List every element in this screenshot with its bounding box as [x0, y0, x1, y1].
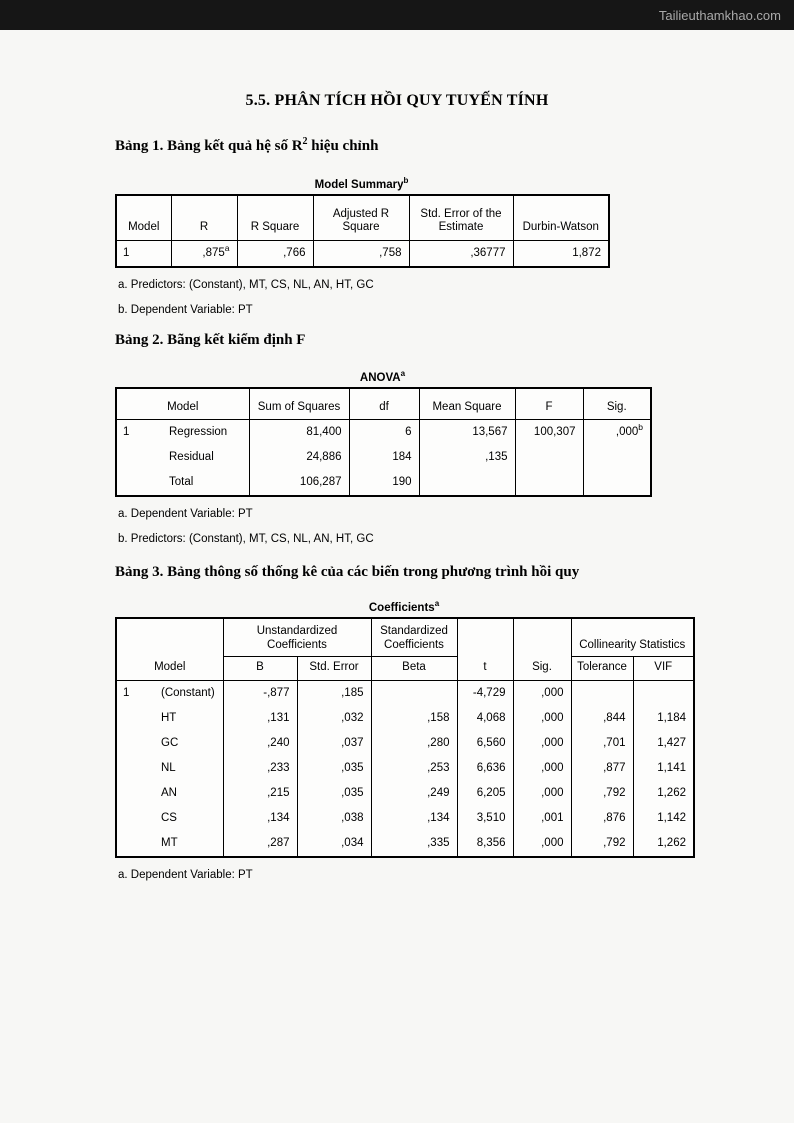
cell-b: ,134: [223, 806, 297, 831]
cell-b: ,131: [223, 706, 297, 731]
cell-sum-of-squares: 24,886: [249, 445, 349, 470]
table-row: [116, 781, 694, 806]
cell-df: 6: [349, 420, 419, 446]
model-summary-title: [115, 176, 608, 191]
cell-tolerance: ,877: [571, 756, 633, 781]
cell-sig: [583, 420, 651, 446]
model-number: 1: [123, 426, 130, 439]
group-header-standardized: Standardized Coefficients: [371, 618, 457, 657]
cell-tolerance: ,701: [571, 731, 633, 756]
cell-sig: ,001: [513, 806, 571, 831]
cell-model: [116, 756, 223, 781]
row-label: GC: [161, 736, 179, 749]
cell-b: ,287: [223, 831, 297, 857]
cell-r-value: ,875: [202, 246, 225, 259]
cell-mean-square: ,135: [419, 445, 515, 470]
cell-sum-of-squares: 106,287: [249, 470, 349, 496]
cell-model: [116, 706, 223, 731]
cell-f: 100,307: [515, 420, 583, 446]
bang1-heading: [115, 136, 754, 155]
row-label: Regression: [169, 426, 228, 439]
cell-b: ,215: [223, 781, 297, 806]
cell-r-square: ,766: [237, 240, 313, 267]
row-label: AN: [161, 786, 177, 799]
row-label: CS: [161, 811, 177, 824]
cell-std-error: ,032: [297, 706, 371, 731]
col-header-sig: Sig.: [513, 618, 571, 680]
table-row: [116, 706, 694, 731]
cell-sig: ,000: [513, 731, 571, 756]
cell-model: [116, 445, 249, 470]
table-row: [116, 731, 694, 756]
coefficients-table: [115, 617, 695, 858]
cell-std-error: ,038: [297, 806, 371, 831]
cell-b: -,877: [223, 680, 297, 706]
cell-sig: ,000: [513, 756, 571, 781]
footnote-a: a. Predictors: (Constant), MT, CS, NL, AN, HT, GC: [118, 278, 374, 291]
cell-adjusted-r-square: ,758: [313, 240, 409, 267]
footnote-b: b. Dependent Variable: PT: [118, 303, 253, 316]
table-row: [116, 756, 694, 781]
cell-std-error: ,185: [297, 680, 371, 706]
anova-title: [115, 369, 650, 384]
row-label: HT: [161, 711, 177, 724]
footnote-a: a. Dependent Variable: PT: [118, 508, 253, 521]
col-header-model: Model: [116, 388, 249, 420]
cell-tolerance: ,792: [571, 831, 633, 857]
cell-t: 4,068: [457, 706, 513, 731]
col-header-vif: VIF: [633, 657, 694, 681]
bang1-heading-text: Bảng 1. Bảng kết quả hệ số R: [115, 138, 303, 154]
cell-beta: ,249: [371, 781, 457, 806]
cell-std-error: ,035: [297, 781, 371, 806]
cell-sig-superscript: b: [638, 422, 643, 433]
cell-sig: [583, 470, 651, 496]
cell-sum-of-squares: 81,400: [249, 420, 349, 446]
col-header-model: Model: [116, 618, 223, 680]
cell-model: [116, 470, 249, 496]
group-header-unstandardized: Unstandardized Coefficients: [223, 618, 371, 657]
col-header-tolerance: Tolerance: [571, 657, 633, 681]
watermark-bar: [0, 0, 794, 30]
col-header-std-error: Std. Error: [297, 657, 371, 681]
col-header-b: B: [223, 657, 297, 681]
anova-title-text: ANOVA: [359, 371, 401, 384]
cell-model: [116, 680, 223, 706]
cell-beta: ,335: [371, 831, 457, 857]
cell-model: [116, 731, 223, 756]
col-header-model: Model: [116, 195, 171, 241]
cell-vif: 1,262: [633, 781, 694, 806]
col-header-f: F: [515, 388, 583, 420]
anova-footnotes: [115, 508, 650, 545]
anova-title-superscript: a: [400, 368, 406, 378]
cell-df: 190: [349, 470, 419, 496]
bang1-heading-superscript: 2: [302, 136, 308, 147]
cell-model: [116, 806, 223, 831]
cell-model: [116, 420, 249, 446]
table-row: [116, 680, 694, 706]
col-header-r: R: [171, 195, 237, 241]
table-row: [116, 806, 694, 831]
header-row: [116, 388, 651, 420]
cell-vif: 1,184: [633, 706, 694, 731]
cell-vif: [633, 680, 694, 706]
row-label: (Constant): [161, 686, 215, 699]
anova-block: [115, 369, 650, 545]
cell-std-error: ,037: [297, 731, 371, 756]
cell-t: 6,205: [457, 781, 513, 806]
cell-sig: ,000: [513, 706, 571, 731]
cell-df: 184: [349, 445, 419, 470]
cell-sig: ,000: [513, 781, 571, 806]
coefficients-title-text: Coefficients: [368, 602, 435, 615]
cell-b: ,240: [223, 731, 297, 756]
row-label: NL: [161, 761, 176, 774]
cell-beta: ,253: [371, 756, 457, 781]
cell-vif: 1,141: [633, 756, 694, 781]
group-header-row: [116, 618, 694, 657]
row-label: MT: [161, 836, 178, 849]
table-row: [116, 445, 651, 470]
model-summary-title-text: Model Summary: [314, 178, 404, 191]
footnote-b: b. Predictors: (Constant), MT, CS, NL, AN, HT, GC: [118, 533, 374, 546]
bang1-heading-suffix: hiệu chỉnh: [307, 138, 379, 154]
cell-r: [171, 240, 237, 267]
cell-beta: ,280: [371, 731, 457, 756]
col-header-df: df: [349, 388, 419, 420]
cell-r-superscript: a: [224, 243, 230, 254]
cell-mean-square: 13,567: [419, 420, 515, 446]
cell-vif: 1,262: [633, 831, 694, 857]
row-label: Residual: [169, 451, 214, 464]
cell-b: ,233: [223, 756, 297, 781]
group-header-collinearity: Collinearity Statistics: [571, 618, 694, 657]
cell-vif: 1,142: [633, 806, 694, 831]
col-header-adjusted-r-square: Adjusted R Square: [313, 195, 409, 241]
cell-t: 3,510: [457, 806, 513, 831]
model-summary-table: [115, 194, 610, 268]
table-row: [116, 831, 694, 857]
cell-model: [116, 831, 223, 857]
coefficients-block: [115, 599, 693, 881]
cell-vif: 1,427: [633, 731, 694, 756]
cell-std-error: ,36777: [409, 240, 513, 267]
coefficients-title-superscript: a: [434, 599, 440, 609]
cell-t: 8,356: [457, 831, 513, 857]
anova-table: [115, 387, 652, 498]
cell-durbin-watson: 1,872: [513, 240, 609, 267]
cell-beta: [371, 680, 457, 706]
cell-t: -4,729: [457, 680, 513, 706]
cell-f: [515, 470, 583, 496]
col-header-sig: Sig.: [583, 388, 651, 420]
cell-std-error: ,035: [297, 756, 371, 781]
col-header-durbin-watson: Durbin-Watson: [513, 195, 609, 241]
model-summary-block: [115, 176, 608, 316]
cell-beta: ,134: [371, 806, 457, 831]
cell-sig: ,000: [513, 831, 571, 857]
watermark-text: Tailieuthamkhao.com: [658, 7, 781, 23]
col-header-beta: Beta: [371, 657, 457, 681]
col-header-std-error: Std. Error of the Estimate: [409, 195, 513, 241]
col-header-sum-of-squares: Sum of Squares: [249, 388, 349, 420]
cell-tolerance: ,876: [571, 806, 633, 831]
section-title: 5.5. PHÂN TÍCH HỒI QUY TUYẾN TÍNH: [245, 92, 549, 109]
bang2-heading: Bảng 2. Bãng kết kiểm định F: [115, 331, 306, 348]
cell-model: [116, 781, 223, 806]
cell-tolerance: ,792: [571, 781, 633, 806]
coefficients-footnotes: [115, 869, 693, 881]
cell-f: [515, 445, 583, 470]
col-header-t: t: [457, 618, 513, 680]
table-row: [116, 420, 651, 446]
footnote-a: a. Dependent Variable: PT: [118, 868, 253, 881]
col-header-r-square: R Square: [237, 195, 313, 241]
cell-sig: ,000: [513, 680, 571, 706]
cell-mean-square: [419, 470, 515, 496]
cell-beta: ,158: [371, 706, 457, 731]
cell-t: 6,560: [457, 731, 513, 756]
model-summary-footnotes: [115, 279, 608, 316]
cell-tolerance: ,844: [571, 706, 633, 731]
col-header-mean-square: Mean Square: [419, 388, 515, 420]
header-row: [116, 195, 609, 241]
table-row: [116, 470, 651, 496]
cell-t: 6,636: [457, 756, 513, 781]
row-label: Total: [169, 476, 194, 489]
model-number: 1: [123, 686, 130, 699]
cell-model: 1: [116, 240, 171, 267]
table-row: [116, 240, 609, 267]
cell-std-error: ,034: [297, 831, 371, 857]
model-summary-title-superscript: b: [403, 176, 409, 185]
bang3-heading: Bảng 3. Bảng thông số thống kê của các biến trong phương trình hồi quy: [115, 564, 580, 581]
cell-sig: [583, 445, 651, 470]
coefficients-title: [115, 599, 693, 614]
cell-tolerance: [571, 680, 633, 706]
cell-sig-value: ,000: [615, 426, 639, 439]
